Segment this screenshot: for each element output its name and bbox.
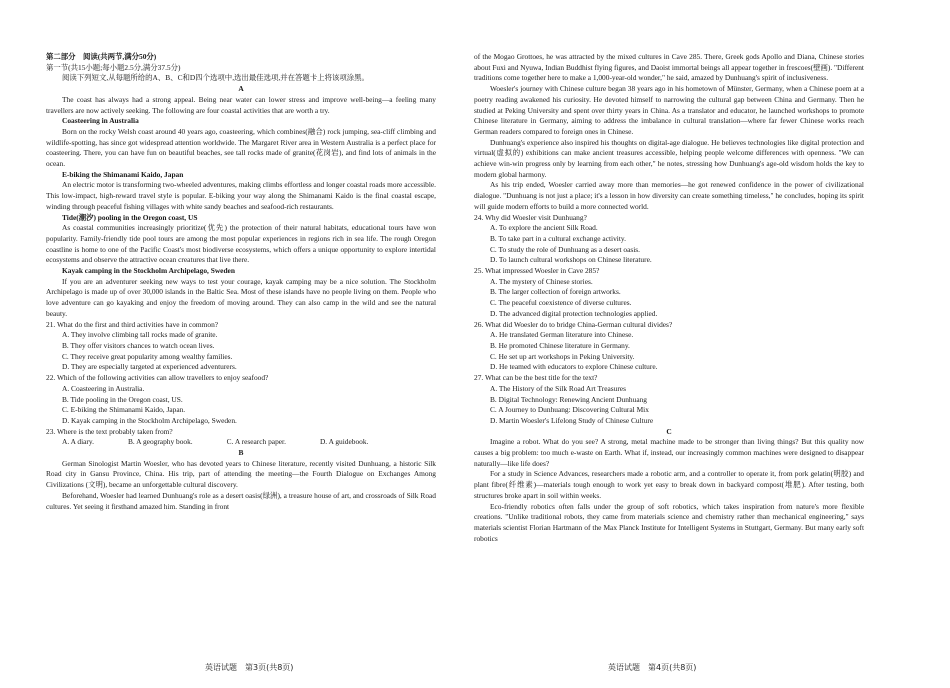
question-23: [46, 427, 436, 448]
passage-b-p5: Dunhuang's experience also inspired his thoughts on digital-age dialogue. He believes technologies like digital protection and virtual(虚拟的) exhibitions can make ancient treasures accessible, helping people welcome differences with openness. "We can achieve win-win progress only by learning from each other," he notes, stressing how Dunhuang's age-old wisdom holds the key to modern global harmony.: [474, 137, 864, 179]
option-c: C. They receive great popularity among wealthy families.: [62, 351, 233, 361]
passage-c-p2: For a study in Science Advances, researchers made a robotic arm, and a controller to operate it, from pork gelatin(明胶) and plant fibre(纤维素)—materials tough enough to work yet easy to break down in backyard compost(堆肥). After testing, both structures broke apart in soil within weeks.: [474, 469, 864, 500]
option-d: D. He teamed with educators to explore Chinese culture.: [490, 362, 658, 372]
page-footer-left: 英语试题 第3页(共8页): [205, 663, 294, 672]
option-d: D. The advanced digital protection technologies applied.: [490, 308, 658, 318]
instruction-text: 阅读下列短文,从每题所给的A、B、C和D四个选项中,选出最佳选项,并在答题卡上将该项涂黑。: [62, 73, 369, 83]
passage-a-intro: The coast has always had a strong appeal. Being near water can lower stress and improve well-being—a feeling many travellers are now actively seeking. The following are four coastal activities that are worth a try.: [46, 94, 436, 115]
passage-a-s2-title: E-biking the Shimanami Kaido, Japan: [62, 169, 184, 179]
passage-a-s1-title: Coasteering in Australia: [62, 116, 139, 126]
passage-c-p1: Imagine a robot. What do you see? A strong, metal machine made to be stronger than living things? But this quality now causes a big problem: too much e-waste on Earth. What if, instead, our increasingly common machines were designed to disappear naturally—like life does?: [474, 437, 864, 468]
passage-b-p6: As his trip ended, Woesler carried away more than memories—he got renewed confidence in the power of civilizational dialogue. "Dunhuang is not just a place; it's a lesson in how diversity can create something timeless," he concludes, hoping its spirit will guide modern efforts to build a more connected world.: [474, 180, 864, 211]
option-b: B. He promoted Chinese literature in Germany.: [490, 340, 630, 350]
option-c: C. The peaceful coexistence of diverse cultures.: [490, 298, 632, 308]
left-column: [46, 52, 436, 512]
option-d: D. A guidebook.: [319, 437, 369, 447]
options-row: [46, 437, 436, 448]
option-c: C. He set up art workshops in Peking University.: [490, 351, 635, 361]
question-22: [46, 373, 436, 427]
section-subtitle: 第一节(共15小题;每小题2.5分,满分37.5分): [46, 62, 181, 72]
passage-b-p1: German Sinologist Martin Woesler, who has devoted years to Chinese literature, recently visited Dunhuang, a historic Silk Road city in Gansu Province, China. His trip, part of attending the meeting—the Fourth Dialogue on Exchanges Among Civilizations (文明), became an unforgettable cultural discovery.: [46, 458, 436, 490]
option-d: D. Martin Woesler's Lifelong Study of Chinese Culture: [490, 415, 654, 425]
passage-a-s1-text: Born on the rocky Welsh coast around 40 years ago, coasteering, which combines(融合) rock jumping, sea-cliff climbing and wildlife-spotting, has since got widespread attention worldwide. The Margaret River area in Western Australia is a perfect place for coasteering. There, you can have fun on beautiful beaches, see tall rocks made of granite(花岗岩), and find lots of animals in the ocean.: [46, 126, 436, 169]
option-a: A. To explore the ancient Silk Road.: [490, 223, 598, 233]
passage-b-p4: Woesler's journey with Chinese culture began 38 years ago in his hometown of Münster, Germany, when a Chinese poem at a poetry reading awakened his curiosity. He devoted himself to narrowing the cultural gap between China and Germany. Then he studied at Peking University and spent over thirty years in China. As a translator and educator, he launched workshops to promote Chinese literature in Germany, aiming to address the imbalance in cultural translation—where far fewer Chinese works reach German readers compared to foreign ones in Chinese.: [474, 84, 864, 136]
passage-b-continued: of the Mogao Grottoes, he was attracted by the mixed cultures in Cave 285. There, Greek gods Apollo and Diana, Chinese stories about Fuxi and Nyuwa, Indian Buddhist flying figures, and Daoist immortal beings all appear together in frescoes(壁画). "Different traditions come together here to make a 1,000-year-old wonder," he said, amazed by Dunhuang's spirit of inclusiveness.: [474, 52, 864, 83]
option-a: A. He translated German literature into Chinese.: [490, 330, 634, 340]
option-c: C. E-biking the Shimanami Kaido, Japan.: [62, 405, 186, 415]
question-stem: 21. What do the first and third activities have in common?: [46, 319, 219, 329]
question-stem: 25. What impressed Woesler in Cave 285?: [474, 266, 600, 276]
option-b: B. Tide pooling in the Oregon coast, US.: [62, 394, 183, 404]
question-27: [474, 373, 864, 427]
option-b: B. A geography book.: [127, 437, 193, 447]
option-b: B. The larger collection of foreign artworks.: [490, 287, 621, 297]
option-a: A. The History of the Silk Road Art Treasures: [490, 383, 626, 393]
section-title: 第二部分 阅读(共两节,满分50分): [46, 52, 157, 61]
option-b: B. Digital Technology: Renewing Ancient Dunhuang: [490, 394, 647, 404]
question-stem: 24. Why did Woesler visit Dunhuang?: [474, 212, 587, 222]
question-26: [474, 320, 864, 374]
right-column: [474, 52, 864, 544]
option-d: D. To launch cultural workshops on Chinese literature.: [490, 255, 652, 265]
passage-b-letter: B: [238, 448, 244, 458]
option-a: A. They involve climbing tall rocks made of granite.: [62, 330, 218, 340]
question-25: [474, 266, 864, 320]
passage-a-s3-text: As coastal communities increasingly prioritize(优先) the protection of their natural habitats, educational tours have won popularity. Family-friendly tide pool tours are among the most popular experiences in regions rich in sea life. The rough Oregon coastline is home to one of the Pacific Coast's most biodiverse ecosystems, which offers a unique opportunity to explore intertidal ecosystems and observe the attractive ocean creatures that live there.: [46, 223, 436, 265]
passage-a-s4-title: Kayak camping in the Stockholm Archipelago, Sweden: [62, 266, 235, 276]
option-b: B. To take part in a cultural exchange activity.: [490, 233, 626, 243]
question-stem: 22. Which of the following activities can allow travellers to enjoy seafood?: [46, 373, 269, 383]
option-a: A. Coasteering in Australia.: [62, 383, 145, 393]
option-a: A. A diary.: [62, 437, 94, 447]
passage-b-p2: Beforehand, Woesler had learned Dunhuang's role as a desert oasis(绿洲), a treasure house of art, and crossroads of Silk Road cultures. Yet seeing it firsthand amazed him. Standing in front: [46, 490, 436, 511]
option-b: B. They offer visitors chances to watch ocean lives.: [62, 340, 215, 350]
option-c: C. To study the role of Dunhuang as a desert oasis.: [490, 244, 641, 254]
question-stem: 23. Where is the text probably taken from?: [46, 426, 173, 436]
option-c: C. A research paper.: [226, 437, 286, 447]
question-24: [474, 213, 864, 267]
question-stem: 26. What did Woesler do to bridge China-German cultural divides?: [474, 319, 673, 329]
question-21: [46, 320, 436, 374]
option-a: A. The mystery of Chinese stories.: [490, 276, 593, 286]
passage-a-s2-text: An electric motor is transforming two-wheeled adventures, making climbs effortless and longer coastal roads more accessible. This low-impact, high-reward travel style is popular. E-biking your way along the Shimanami Kaido is the final coastal escape, winding through peaceful fishing villages with white sandy beaches and seafood-rich restaurants.: [46, 180, 436, 211]
option-d: D. Kayak camping in the Stockholm Archipelago, Sweden.: [62, 415, 237, 425]
option-d: D. They are especially targeted at experienced adventurers.: [62, 362, 237, 372]
question-stem: 27. What can be the best title for the text?: [474, 373, 598, 383]
passage-c-letter: C: [666, 426, 672, 436]
option-c: C. A Journey to Dunhuang: Discovering Cultural Mix: [490, 405, 649, 415]
passage-a-s4-text: If you are an adventurer seeking new ways to test your courage, kayak camping may be a nice solution. The Stockholm Archipelago is made up of over 30,000 islands in the Baltic Sea. Most of these islands have no people living on them. People who love adventure can go kayaking and enjoy the freedom of moving around. They can also camp in the wild and see the natural beauty.: [46, 276, 436, 318]
passage-a-letter: A: [238, 84, 244, 94]
page-footer-right: 英语试题 第4页(共8页): [608, 663, 697, 672]
passage-a-s3-title: Tide(潮汐) pooling in the Oregon coast, US: [62, 212, 198, 222]
passage-c-p3: Eco-friendly robotics often falls under the group of soft robotics, which takes inspiration from nature's more flexible creations. "Unlike traditional robots, they came from materials science and chemistry rather than mechanical engineering," says materials scientist Florian Hartmann of the Max Planck Institute for Intelligent Systems in Stuttgart, Germany. But many early soft robotics: [474, 501, 864, 543]
